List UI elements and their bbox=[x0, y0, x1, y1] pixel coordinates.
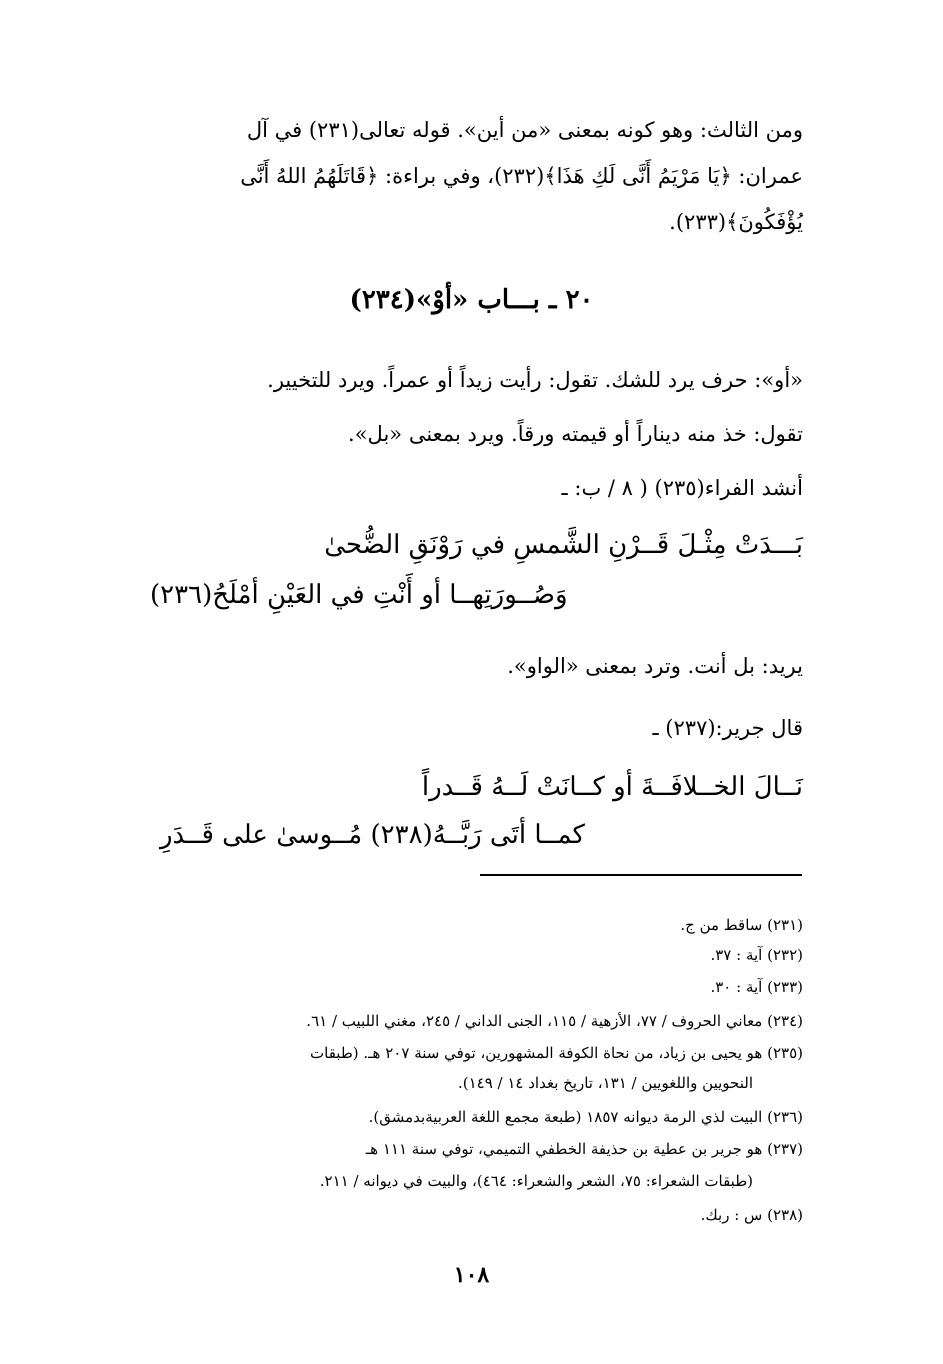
footnote-235-line-2: النحويين واللغويين / ١٣١، تاريخ بغداد ١٤ / ١٤٩). bbox=[457, 1074, 753, 1092]
intro-line-2: عمران: ﴿يَا مَرْيَمُ أَنَّى لَكِ هَذَا﴾(٢٣٢)، وفي براءة: ﴿قَاتَلَهُمُ اللهُ أَنَّى bbox=[240, 164, 803, 188]
footnote-232: (٢٣٢) آية : ٣٧. bbox=[710, 946, 803, 964]
verse-2-first-hemistich: نَــالَ الخــلافَــةَ أو كــانَتْ لَــهُ قَــدراً bbox=[421, 772, 803, 802]
body-paragraph-1: «أو»: حرف يرد للشك. تقول: رأيت زيداً أو عمراً. ويرد للتخيير. bbox=[267, 368, 803, 392]
intro-line-1: ومن الثالث: وهو كونه بمعنى «من أين». قوله تعالى(٢٣١) في آل bbox=[246, 118, 803, 142]
footnote-237-line-1: (٢٣٧) هو جرير بن عطية بن حذيفة الخطفي التميمي، توفي سنة ١١١ هـ bbox=[365, 1140, 803, 1158]
footnote-231: (٢٣١) ساقط من ج. bbox=[680, 916, 803, 934]
intro-line-3: يُؤْفَكُونَ﴾(٢٣٣). bbox=[669, 210, 803, 234]
footnote-separator bbox=[480, 874, 802, 876]
verse-2-second-hemistich: كمــا أتَى رَبَّــهُ(٢٣٨) مُــوسىٰ على قَــدَرِ bbox=[160, 820, 585, 850]
page-number: ١٠٨ bbox=[453, 1262, 490, 1288]
verse-1-first-hemistich: بَـــدَتْ مِثْـلَ قَــرْنِ الشَّمسِ في رَوْنَقِ الضُّحىٰ bbox=[324, 530, 803, 560]
body-paragraph-2: تقول: خذ منه ديناراً أو قيمته ورقاً. ويرد بمعنى «بل». bbox=[348, 422, 803, 446]
footnote-235-line-1: (٢٣٥) هو يحيى بن زياد، من نحاة الكوفة المشهورين، توفي سنة ٢٠٧ هـ. (طبقات bbox=[310, 1044, 803, 1062]
footnote-238: (٢٣٨) س : ربك. bbox=[700, 1206, 803, 1224]
footnote-234: (٢٣٤) معاني الحروف / ٧٧، الأزهية / ١١٥، الجنى الداني / ٢٤٥، مغني اللبيب / ٦١. bbox=[306, 1012, 803, 1030]
body-paragraph-4: يريد: بل أنت. وترد بمعنى «الواو». bbox=[507, 654, 803, 678]
body-paragraph-5: قال جرير:(٢٣٧) ـ bbox=[652, 716, 803, 740]
footnote-233: (٢٣٣) آية : ٣٠. bbox=[710, 978, 803, 996]
footnote-237-line-2: (طبقات الشعراء: ٧٥، الشعر والشعراء: ٤٦٤)، والبيت في ديوانه / ٢١١. bbox=[319, 1172, 753, 1190]
body-paragraph-3: أنشد الفراء(٢٣٥) ( ٨ / ب: ـ bbox=[561, 476, 803, 500]
chapter-heading: ٢٠ ـ بـــاب «أوْ»(٢٣٤) bbox=[349, 285, 594, 315]
verse-1-second-hemistich: وَصُــورَتِهــا أو أَنْتِ في العَيْنِ أمْلَحُ(٢٣٦) bbox=[150, 580, 568, 610]
footnote-236: (٢٣٦) البيت لذي الرمة ديوانه ١٨٥٧ (طبعة مجمع اللغة العربيةبدمشق). bbox=[368, 1108, 803, 1126]
